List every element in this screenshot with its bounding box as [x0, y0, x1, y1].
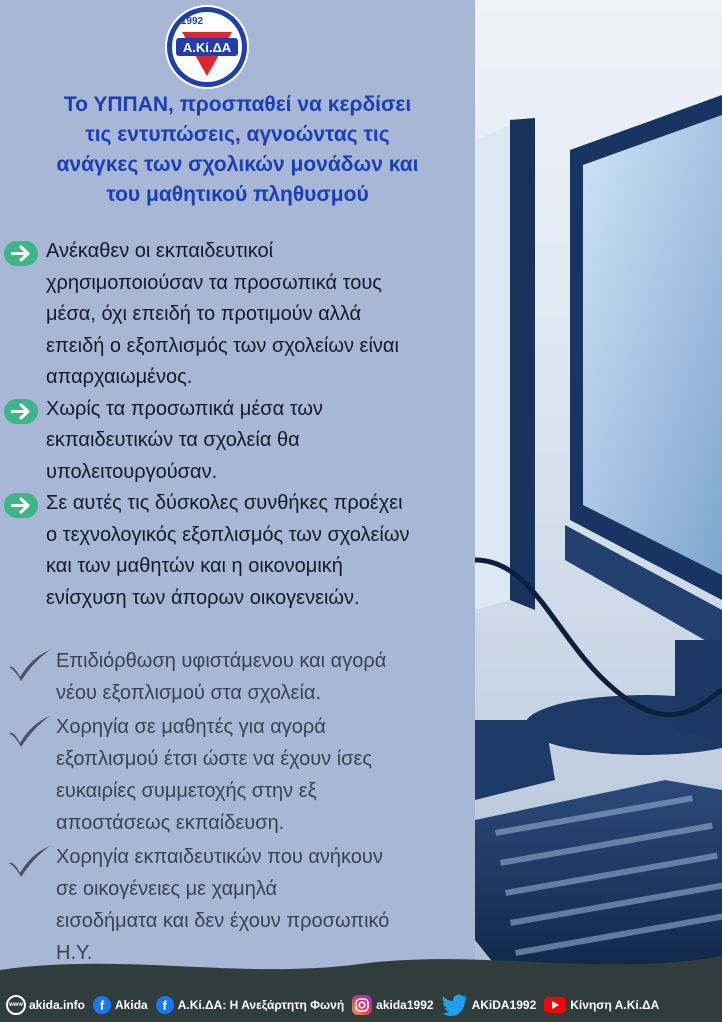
check-line: Χορηγία εκπαιδευτικών που ανήκουν	[56, 846, 383, 868]
headline-line: του μαθητικού πληθυσμού	[106, 183, 369, 206]
bullet-line: Χωρίς τα προσωπικά μέσα των	[46, 397, 323, 420]
arrow-right-icon	[4, 493, 38, 518]
check-line: Επιδιόρθωση υφιστάμενου και αγορά	[56, 650, 387, 672]
bullet-line: Σε αυτές τις δύσκολες συνθήκες προέχει	[46, 492, 403, 514]
akida-logo	[162, 4, 252, 90]
bullet-line: ο τεχνολογικός εξοπλισμός των σχολείων	[46, 523, 410, 546]
check-line: Η.Υ.	[56, 942, 93, 964]
checkmark-icon	[6, 843, 52, 879]
computer-photo	[475, 0, 722, 1022]
instagram-link[interactable]	[352, 995, 433, 1015]
arrow-right-icon	[4, 399, 38, 424]
headline-line: Το ΥΠΠΑΝ, προσπαθεί να κερδίσει	[63, 93, 412, 116]
bullet-line: και των μαθητών και η οικονομική	[46, 555, 343, 577]
instagram-icon	[352, 995, 372, 1015]
headline-line: ανάγκες των σχολικών μονάδων και	[56, 153, 419, 176]
social-links	[6, 992, 667, 1018]
list-item	[0, 711, 475, 839]
globe-icon: www	[6, 995, 26, 1015]
monitor-keyboard-illustration	[475, 0, 722, 1022]
twitter-label: AKiDA1992	[471, 998, 537, 1012]
bullet-line: χρησιμοποιούσαν τα προσωπικά τους	[46, 271, 382, 294]
list-item	[0, 394, 475, 489]
check-line: εισοδήματα και δεν έχουν προσωπικό	[56, 910, 390, 932]
facebook-link-akida[interactable]	[93, 996, 148, 1014]
headline	[0, 90, 475, 210]
list-item	[0, 645, 475, 709]
facebook-icon: f	[93, 996, 111, 1014]
bullet-line: εκπαιδευτικών τα σχολεία θα	[46, 429, 300, 451]
arrow-right-icon	[4, 241, 38, 266]
twitter-link[interactable]	[442, 994, 537, 1016]
headline-line: τις εντυπώσεις, αγνοώντας τις	[85, 123, 390, 146]
check-line: ευκαιρίες συμμετοχής στην εξ	[56, 780, 317, 802]
logo-name: Α.Κί.ΔΑ	[182, 40, 232, 55]
check-list	[0, 645, 475, 971]
bullet-line: Ανέκαθεν οι εκπαιδευτικοί	[46, 240, 274, 262]
checkmark-icon	[6, 713, 52, 749]
facebook-link-voice[interactable]	[156, 996, 344, 1014]
list-item	[0, 488, 475, 614]
instagram-label: akida1992	[376, 998, 434, 1012]
bullet-line: ενίσχυση των άπορων οικογενειών.	[46, 586, 360, 609]
arrow-bullet-list	[0, 236, 475, 614]
bullet-line: απαρχαιωμένος.	[46, 366, 193, 388]
checkmark-icon	[6, 647, 52, 683]
facebook-icon: f	[156, 996, 174, 1014]
bullet-line: υπολειτουργούσαν.	[46, 460, 218, 483]
bullet-line: επειδή ο εξοπλισμός των σχολείων είναι	[46, 334, 399, 357]
bullet-line: μέσα, όχι επειδή το προτιμούν αλλά	[46, 303, 362, 325]
facebook-label: Α.Κί.ΔΑ: Η Ανεξάρτητη Φωνή	[177, 998, 345, 1012]
check-line: εξοπλισμού έτσι ώστε να έχουν ίσες	[56, 748, 373, 770]
website-label: akida.info	[29, 998, 86, 1012]
check-line: νέου εξοπλισμού στα σχολεία.	[56, 682, 322, 704]
website-link[interactable]	[6, 995, 85, 1015]
youtube-icon	[544, 997, 566, 1013]
logo-year: 1992	[180, 16, 204, 27]
youtube-link[interactable]	[544, 997, 659, 1013]
twitter-icon	[442, 994, 468, 1016]
check-line: σε οικογένειες με χαμηλά	[56, 878, 278, 900]
youtube-label: Κίνηση Α.Κί.ΔΑ	[570, 998, 660, 1012]
facebook-label: Akida	[115, 998, 148, 1012]
check-line: αποστάσεως εκπαίδευση.	[56, 812, 285, 834]
list-item	[0, 236, 475, 394]
check-line: Χορηγία σε μαθητές για αγορά	[56, 716, 326, 738]
